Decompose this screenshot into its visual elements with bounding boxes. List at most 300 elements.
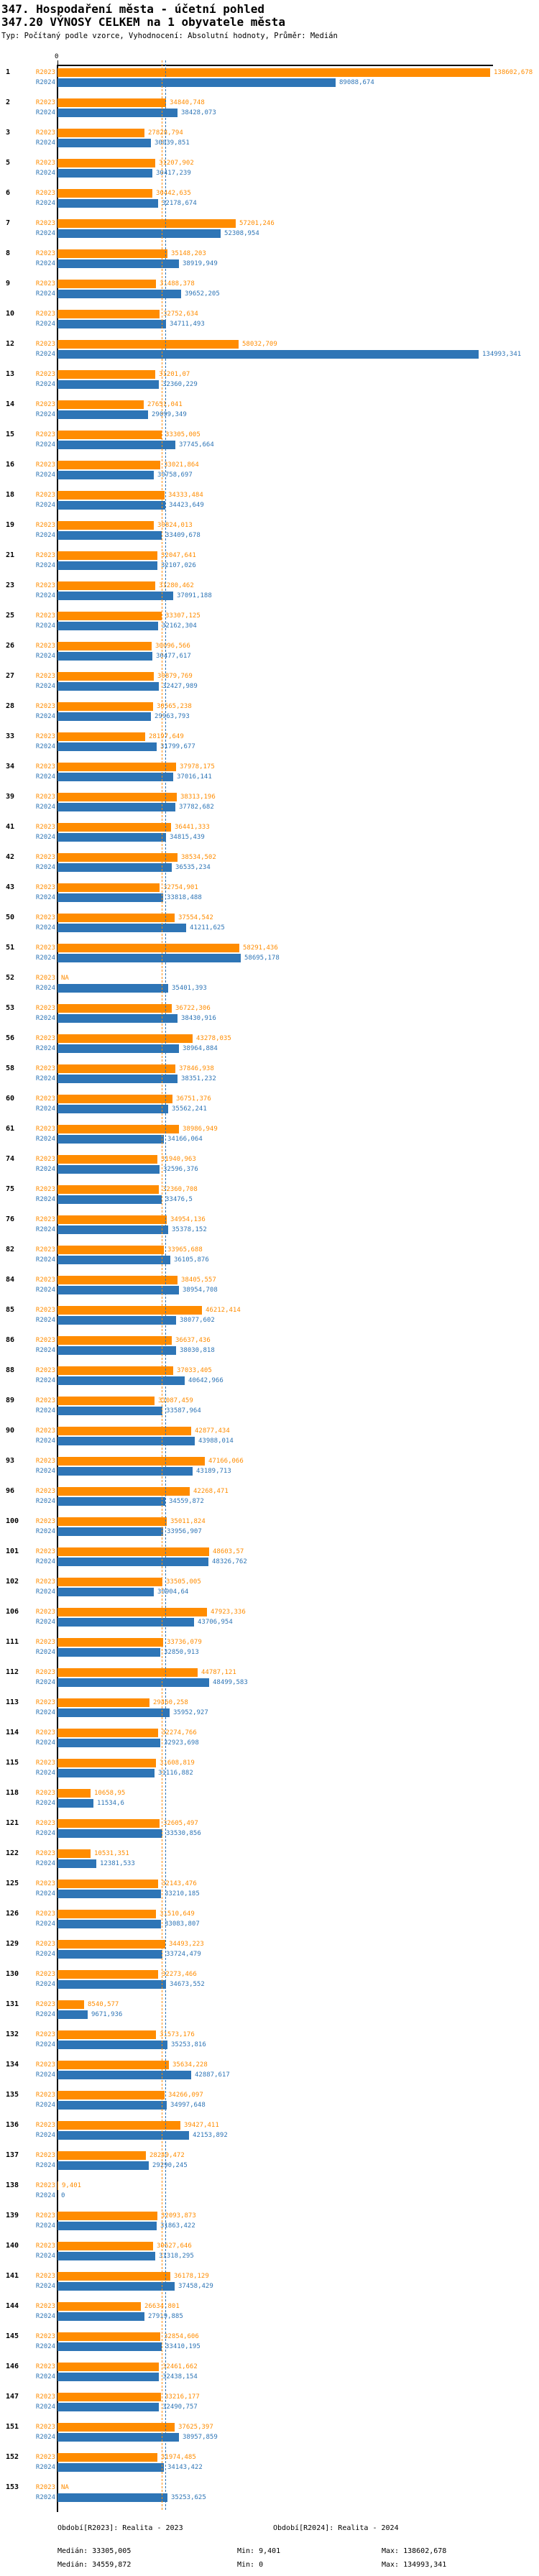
bar-r2024 xyxy=(57,2342,162,2351)
series-label-r2023: R2023 xyxy=(35,612,55,620)
bar-r2023 xyxy=(57,1095,172,1103)
series-label-r2024: R2024 xyxy=(35,1196,55,1203)
value-label-r2023: 35011,824 xyxy=(170,1518,206,1525)
value-label-r2024: 39652,205 xyxy=(185,290,220,298)
series-label-r2023: R2023 xyxy=(35,1307,55,1314)
value-label-r2024: 33210,185 xyxy=(165,1890,200,1898)
value-label-r2024: 32162,304 xyxy=(162,622,197,630)
series-label-r2024: R2024 xyxy=(35,351,55,358)
bar-r2024 xyxy=(57,924,186,932)
bar-r2023 xyxy=(57,189,152,198)
bar-r2024 xyxy=(57,229,221,238)
bar-r2024 xyxy=(57,1165,160,1174)
series-label-r2024: R2024 xyxy=(35,532,55,539)
value-label-r2023: 34266,097 xyxy=(168,2092,203,2099)
series-label-r2024: R2024 xyxy=(35,864,55,871)
value-label-r2024: 34711,493 xyxy=(170,321,205,328)
value-label-r2024: 12381,533 xyxy=(100,1860,135,1867)
bar-r2023 xyxy=(57,672,154,681)
row-id-label: 115 xyxy=(6,1759,19,1767)
value-label-r2023: 32047,641 xyxy=(161,552,196,559)
series-label-r2023: R2023 xyxy=(35,2303,55,2310)
bar-r2023 xyxy=(57,551,157,560)
row-id-label: 134 xyxy=(6,2061,19,2069)
bar-r2024 xyxy=(57,1346,176,1355)
bar-r2023 xyxy=(57,1517,167,1526)
bar-r2023 xyxy=(57,642,152,650)
series-label-r2023: R2023 xyxy=(35,2212,55,2220)
bar-r2024 xyxy=(57,773,173,781)
value-label-r2024: 37016,141 xyxy=(177,773,212,781)
value-label-r2024: 48326,762 xyxy=(212,1558,247,1565)
bar-r2024 xyxy=(57,1135,164,1144)
bar-r2024 xyxy=(57,1859,96,1868)
value-label-r2024: 32427,989 xyxy=(162,683,198,690)
series-label-r2023: R2023 xyxy=(35,2031,55,2038)
row-id-label: 3 xyxy=(6,129,11,137)
value-label-r2024: 48499,583 xyxy=(213,1679,248,1686)
value-label-r2024: 41211,625 xyxy=(190,924,225,932)
value-label-r2023: 33305,005 xyxy=(165,431,201,438)
bar-r2023 xyxy=(57,1004,172,1013)
value-label-r2024: 33724,479 xyxy=(166,1951,201,1958)
bar-r2023 xyxy=(57,2242,153,2250)
row-id-label: 141 xyxy=(6,2272,19,2280)
value-label-r2024: 29963,793 xyxy=(155,713,190,720)
series-label-r2024: R2024 xyxy=(35,260,55,267)
series-label-r2024: R2024 xyxy=(35,1317,55,1324)
bar-r2023 xyxy=(57,1427,191,1435)
row-id-label: 13 xyxy=(6,370,15,378)
row-id-label: 93 xyxy=(6,1457,15,1465)
series-label-r2024: R2024 xyxy=(35,2313,55,2320)
series-label-r2024: R2024 xyxy=(35,1075,55,1082)
value-label-r2024: 38954,708 xyxy=(183,1287,218,1294)
row-id-label: 42 xyxy=(6,853,15,861)
row-id-label: 90 xyxy=(6,1427,15,1435)
bar-r2024 xyxy=(57,380,159,389)
chart-meta-line: Typ: Počítaný podle vzorce, Vyhodnocení: Absolutní hodnoty, Průměr: Medián xyxy=(1,32,338,40)
row-id-label: 41 xyxy=(6,823,15,831)
value-label-r2024: 38964,884 xyxy=(183,1045,218,1052)
row-id-label: 118 xyxy=(6,1789,19,1797)
bar-r2024 xyxy=(57,169,152,178)
value-label-r2023: 31201,07 xyxy=(159,371,190,378)
series-label-r2023: R2023 xyxy=(35,492,55,499)
bar-r2024 xyxy=(57,1256,170,1264)
series-label-r2023: R2023 xyxy=(35,1065,55,1072)
value-label-r2024: 38430,916 xyxy=(181,1015,216,1022)
value-label-r2024: 34423,649 xyxy=(169,502,204,509)
bar-r2024 xyxy=(57,2282,175,2291)
bar-r2024 xyxy=(57,1014,178,1023)
row-id-label: 6 xyxy=(6,189,11,197)
bar-r2024 xyxy=(57,1527,163,1536)
series-label-r2023: R2023 xyxy=(35,1397,55,1404)
series-label-r2023: R2023 xyxy=(35,794,55,801)
bar-r2024 xyxy=(57,893,163,902)
series-label-r2023: R2023 xyxy=(35,1216,55,1223)
row-id-label: 15 xyxy=(6,431,15,438)
bar-r2023 xyxy=(57,1940,165,1949)
value-label-r2023: 33021,864 xyxy=(164,461,199,469)
value-label-r2024: 36105,876 xyxy=(174,1256,209,1264)
bar-r2023 xyxy=(57,1336,172,1345)
bar-r2023 xyxy=(57,310,160,318)
row-id-label: 147 xyxy=(6,2393,19,2401)
value-label-r2024: 30417,239 xyxy=(156,170,191,177)
series-label-r2024: R2024 xyxy=(35,1407,55,1414)
value-label-r2024: 32490,757 xyxy=(162,2404,198,2411)
row-id-label: 122 xyxy=(6,1849,19,1857)
value-label-r2024: 32107,026 xyxy=(161,562,196,569)
row-id-label: 85 xyxy=(6,1306,15,1314)
bar-r2024 xyxy=(57,78,336,87)
series-label-r2024: R2024 xyxy=(35,1045,55,1052)
value-label-r2023: 36722,306 xyxy=(175,1005,211,1012)
bar-r2023 xyxy=(57,2000,84,2009)
value-label-r2023: 26634,801 xyxy=(144,2303,180,2310)
value-label-r2024: 33410,195 xyxy=(165,2343,201,2350)
series-label-r2023: R2023 xyxy=(35,824,55,831)
series-label-r2024: R2024 xyxy=(35,109,55,116)
value-label-r2023: 36751,376 xyxy=(176,1095,211,1103)
bar-r2023 xyxy=(57,581,155,590)
series-label-r2024: R2024 xyxy=(35,1588,55,1596)
value-label-r2023: 32273,466 xyxy=(162,1971,197,1978)
value-label-r2023: 30879,769 xyxy=(157,673,193,680)
series-label-r2023: R2023 xyxy=(35,2484,55,2491)
series-label-r2023: R2023 xyxy=(35,1427,55,1435)
row-id-label: 53 xyxy=(6,1004,15,1012)
value-label-r2023: 38534,502 xyxy=(181,854,216,861)
row-id-label: 52 xyxy=(6,974,15,982)
series-label-r2023: R2023 xyxy=(35,1790,55,1797)
bar-r2023 xyxy=(57,1034,193,1043)
axis-top-line xyxy=(57,65,493,66)
value-label-r2023: 32274,766 xyxy=(162,1729,197,1736)
row-id-label: 121 xyxy=(6,1819,19,1827)
value-label-r2024: 89088,674 xyxy=(339,79,374,86)
series-label-r2024: R2024 xyxy=(35,1347,55,1354)
bar-r2024 xyxy=(57,1890,161,1898)
row-id-label: 26 xyxy=(6,642,15,650)
row-id-label: 74 xyxy=(6,1155,15,1163)
bar-r2023 xyxy=(57,1789,91,1798)
value-label-r2023: 27651,041 xyxy=(147,401,183,408)
bar-r2023 xyxy=(57,1215,167,1224)
series-label-r2024: R2024 xyxy=(35,2132,55,2139)
row-id-label: 60 xyxy=(6,1095,15,1103)
bar-r2024 xyxy=(57,1195,162,1204)
bar-r2024 xyxy=(57,2433,179,2442)
bar-r2024 xyxy=(57,1437,195,1445)
value-label-r2024: 30904,64 xyxy=(157,1588,189,1596)
series-label-r2023: R2023 xyxy=(35,1458,55,1465)
bar-r2024 xyxy=(57,471,154,479)
series-label-r2024: R2024 xyxy=(35,1256,55,1264)
value-label-r2024: 35952,927 xyxy=(173,1709,208,1716)
row-id-label: 5 xyxy=(6,159,11,167)
series-label-r2024: R2024 xyxy=(35,894,55,901)
bar-r2024 xyxy=(57,1648,160,1657)
series-label-r2024: R2024 xyxy=(35,924,55,932)
value-label-r2023: 32605,497 xyxy=(163,1820,198,1827)
value-label-r2024: 42153,892 xyxy=(193,2132,228,2139)
value-label-r2023: 38986,949 xyxy=(183,1126,218,1133)
stat-max-r2023: Max: 138602,678 xyxy=(382,2547,447,2555)
value-label-r2024: 29099,349 xyxy=(152,411,187,418)
value-label-r2024: 0 xyxy=(61,2192,65,2199)
bar-r2023 xyxy=(57,280,156,288)
series-label-r2023: R2023 xyxy=(35,643,55,650)
series-label-r2023: R2023 xyxy=(35,1729,55,1736)
series-label-r2024: R2024 xyxy=(35,1860,55,1867)
series-label-r2023: R2023 xyxy=(35,1246,55,1254)
bar-r2024 xyxy=(57,2161,149,2170)
bar-r2023 xyxy=(57,159,155,167)
series-label-r2024: R2024 xyxy=(35,1468,55,1475)
series-label-r2024: R2024 xyxy=(35,2404,55,2411)
series-label-r2024: R2024 xyxy=(35,1558,55,1565)
series-label-r2023: R2023 xyxy=(35,2454,55,2461)
row-id-label: 2 xyxy=(6,98,11,106)
row-id-label: 112 xyxy=(6,1668,19,1676)
bar-r2023 xyxy=(57,491,165,500)
row-id-label: 16 xyxy=(6,461,15,469)
row-id-label: 27 xyxy=(6,672,15,680)
stat-min-r2024: Min: 0 xyxy=(237,2561,264,2569)
row-id-label: 114 xyxy=(6,1729,19,1736)
value-label-r2024: 32438,154 xyxy=(162,2373,198,2380)
series-label-r2023: R2023 xyxy=(35,2242,55,2250)
row-id-label: 136 xyxy=(6,2121,19,2129)
bar-r2023 xyxy=(57,1185,159,1194)
series-label-r2023: R2023 xyxy=(35,1639,55,1646)
series-label-r2023: R2023 xyxy=(35,220,55,227)
row-id-label: 140 xyxy=(6,2242,19,2250)
series-label-r2023: R2023 xyxy=(35,1186,55,1193)
value-label-r2023: 31940,963 xyxy=(161,1156,196,1163)
series-label-r2023: R2023 xyxy=(35,2001,55,2008)
bar-r2023 xyxy=(57,1125,179,1133)
series-label-r2024: R2024 xyxy=(35,1166,55,1173)
stat-max-r2024: Max: 134993,341 xyxy=(382,2561,447,2569)
bar-r2023 xyxy=(57,2393,161,2401)
series-label-r2024: R2024 xyxy=(35,1920,55,1928)
row-id-label: 84 xyxy=(6,1276,15,1284)
bar-r2023 xyxy=(57,1155,157,1164)
value-label-r2023: 36441,333 xyxy=(175,824,210,831)
value-label-r2024: 40642,966 xyxy=(188,1377,224,1384)
row-id-label: 19 xyxy=(6,521,15,529)
row-id-label: 34 xyxy=(6,763,15,770)
bar-r2024 xyxy=(57,954,241,962)
row-id-label: 131 xyxy=(6,2000,19,2008)
series-label-r2024: R2024 xyxy=(35,1438,55,1445)
series-label-r2023: R2023 xyxy=(35,1850,55,1857)
series-label-r2023: R2023 xyxy=(35,552,55,559)
series-label-r2023: R2023 xyxy=(35,1518,55,1525)
value-label-r2024: 30039,851 xyxy=(155,139,190,147)
value-label-r2023: 33216,177 xyxy=(165,2393,200,2401)
series-label-r2024: R2024 xyxy=(35,1226,55,1233)
row-id-label: 146 xyxy=(6,2363,19,2370)
series-label-r2024: R2024 xyxy=(35,502,55,509)
series-label-r2023: R2023 xyxy=(35,2424,55,2431)
series-label-r2023: R2023 xyxy=(35,250,55,257)
series-label-r2024: R2024 xyxy=(35,79,55,86)
series-label-r2023: R2023 xyxy=(35,1971,55,1978)
legend-period-r2024: Období[R2024]: Realita - 2024 xyxy=(273,2524,399,2532)
bar-r2023 xyxy=(57,2212,157,2220)
value-label-r2024: 134993,341 xyxy=(482,351,522,358)
median-line-r2024 xyxy=(165,60,166,2510)
series-label-r2024: R2024 xyxy=(35,622,55,630)
row-id-label: 1 xyxy=(6,68,11,76)
row-id-label: 145 xyxy=(6,2332,19,2340)
series-label-r2023: R2023 xyxy=(35,1035,55,1042)
series-label-r2024: R2024 xyxy=(35,2464,55,2471)
bar-r2024 xyxy=(57,2403,159,2411)
series-label-r2024: R2024 xyxy=(35,2041,55,2048)
row-id-label: 89 xyxy=(6,1397,15,1404)
series-label-r2023: R2023 xyxy=(35,1337,55,1344)
row-id-label: 135 xyxy=(6,2091,19,2099)
value-label-r2023: 35148,203 xyxy=(171,250,206,257)
bar-r2024 xyxy=(57,682,159,691)
series-label-r2024: R2024 xyxy=(35,2192,55,2199)
series-label-r2023: R2023 xyxy=(35,190,55,197)
row-id-label: 50 xyxy=(6,914,15,921)
bar-r2024 xyxy=(57,1799,93,1808)
value-label-r2024: 37458,429 xyxy=(178,2283,213,2290)
value-label-r2023: 47923,336 xyxy=(211,1609,246,1616)
bar-r2024 xyxy=(57,320,166,328)
series-label-r2024: R2024 xyxy=(35,1287,55,1294)
row-id-label: 137 xyxy=(6,2151,19,2159)
series-label-r2023: R2023 xyxy=(35,69,55,76)
row-id-label: 18 xyxy=(6,491,15,499)
row-id-label: 51 xyxy=(6,944,15,952)
value-label-r2023: 31087,459 xyxy=(158,1397,193,1404)
bar-r2024 xyxy=(57,1105,168,1113)
bar-r2023 xyxy=(57,2151,146,2160)
series-label-r2024: R2024 xyxy=(35,290,55,298)
row-id-label: 151 xyxy=(6,2423,19,2431)
bar-r2023 xyxy=(57,1276,178,1284)
series-label-r2023: R2023 xyxy=(35,1367,55,1374)
value-label-r2023: 9,401 xyxy=(62,2182,82,2189)
row-id-label: 25 xyxy=(6,612,15,620)
series-label-r2023: R2023 xyxy=(35,582,55,589)
value-label-r2024: 31863,422 xyxy=(160,2222,195,2230)
value-label-r2023: 32461,662 xyxy=(162,2363,198,2370)
bar-r2024 xyxy=(57,1829,162,1838)
row-id-label: 126 xyxy=(6,1910,19,1918)
value-label-r2023: 30096,566 xyxy=(155,643,190,650)
value-label-r2024: 32178,674 xyxy=(162,200,197,207)
bar-r2023 xyxy=(57,763,176,771)
series-label-r2024: R2024 xyxy=(35,834,55,841)
bar-r2024 xyxy=(57,2222,157,2230)
value-label-r2023: 33965,688 xyxy=(167,1246,203,1254)
series-label-r2023: R2023 xyxy=(35,160,55,167)
series-label-r2024: R2024 xyxy=(35,1619,55,1626)
bar-r2023 xyxy=(57,2272,170,2281)
series-label-r2024: R2024 xyxy=(35,1890,55,1898)
bar-r2023 xyxy=(57,1849,91,1858)
series-label-r2024: R2024 xyxy=(35,1770,55,1777)
bar-r2024 xyxy=(57,1316,176,1325)
bar-r2024 xyxy=(57,2131,189,2140)
series-label-r2024: R2024 xyxy=(35,713,55,720)
stat-median-r2023: Medián: 33305,005 xyxy=(57,2547,132,2555)
series-label-r2023: R2023 xyxy=(35,1548,55,1555)
value-label-r2024: 37782,682 xyxy=(179,804,214,811)
bar-r2023 xyxy=(57,2061,169,2069)
bar-r2024 xyxy=(57,2101,167,2110)
series-label-r2023: R2023 xyxy=(35,914,55,921)
stat-min-r2023: Min: 9,401 xyxy=(237,2547,281,2555)
bar-r2024 xyxy=(57,501,165,510)
bar-r2024 xyxy=(57,1980,166,1989)
series-label-r2024: R2024 xyxy=(35,1528,55,1535)
value-label-r2023: 31280,462 xyxy=(159,582,194,589)
row-id-label: 21 xyxy=(6,551,15,559)
value-label-r2023: 42877,434 xyxy=(195,1427,230,1435)
value-label-r2023: 42268,471 xyxy=(193,1488,229,1495)
series-label-r2024: R2024 xyxy=(35,200,55,207)
series-label-r2023: R2023 xyxy=(35,884,55,891)
series-label-r2024: R2024 xyxy=(35,139,55,147)
value-label-r2023: 32360,708 xyxy=(162,1186,198,1193)
bar-r2023 xyxy=(57,1306,202,1315)
value-label-r2023: 33736,079 xyxy=(167,1639,202,1646)
bar-r2023 xyxy=(57,823,171,832)
value-label-r2024: 33409,678 xyxy=(165,532,201,539)
value-label-r2024: 30758,697 xyxy=(157,472,193,479)
series-label-r2024: R2024 xyxy=(35,381,55,388)
bar-r2023 xyxy=(57,340,239,349)
series-label-r2023: R2023 xyxy=(35,2273,55,2280)
series-label-r2023: R2023 xyxy=(35,371,55,378)
series-label-r2024: R2024 xyxy=(35,1498,55,1505)
row-id-label: 10 xyxy=(6,310,15,318)
bar-r2024 xyxy=(57,1558,208,1566)
series-label-r2023: R2023 xyxy=(35,2122,55,2129)
bar-r2024 xyxy=(57,1739,160,1747)
series-label-r2024: R2024 xyxy=(35,321,55,328)
bar-r2023 xyxy=(57,521,154,530)
value-label-r2023: 31608,819 xyxy=(160,1760,195,1767)
bar-r2023 xyxy=(57,1246,164,1254)
value-label-r2023: 31573,176 xyxy=(160,2031,195,2038)
row-id-label: 33 xyxy=(6,732,15,740)
bar-r2024 xyxy=(57,441,175,449)
series-label-r2024: R2024 xyxy=(35,1015,55,1022)
series-label-r2024: R2024 xyxy=(35,1105,55,1113)
value-label-r2024: 35378,152 xyxy=(172,1226,207,1233)
series-label-r2024: R2024 xyxy=(35,2494,55,2501)
value-label-r2024: 42887,617 xyxy=(195,2071,230,2079)
series-label-r2024: R2024 xyxy=(35,985,55,992)
value-label-r2024: 33083,807 xyxy=(165,1920,200,1928)
bar-r2023 xyxy=(57,1759,156,1767)
bar-r2023 xyxy=(57,1578,162,1586)
bar-r2024 xyxy=(57,2373,159,2381)
series-label-r2024: R2024 xyxy=(35,2102,55,2109)
